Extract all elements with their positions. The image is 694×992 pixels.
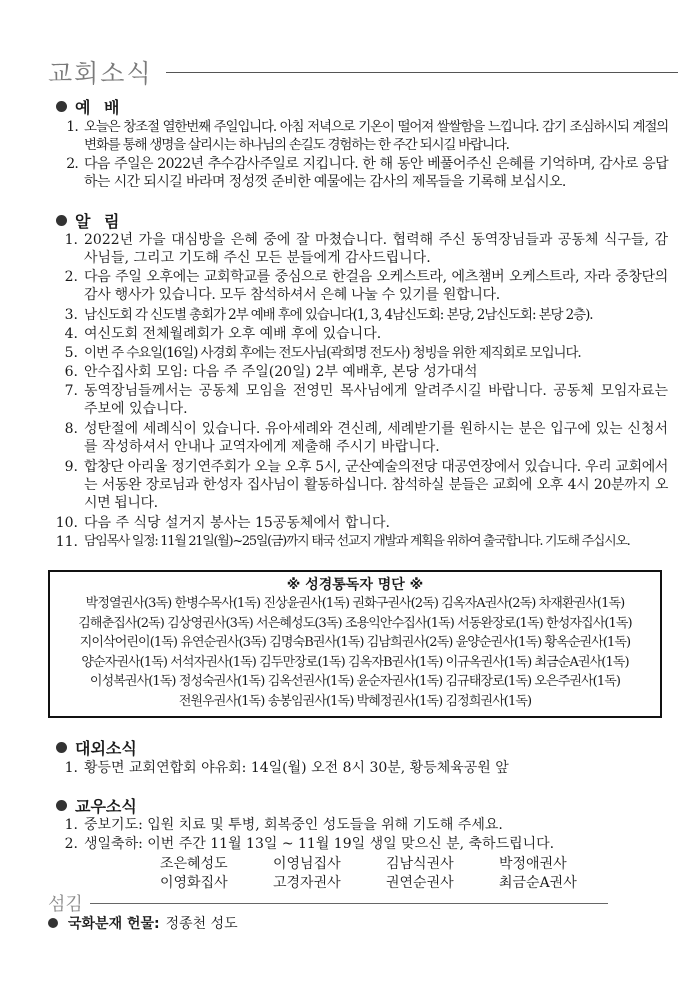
members-item-1 [48, 816, 668, 834]
worship-heading [56, 95, 123, 117]
bullet-icon [56, 800, 67, 811]
external-item-1 [48, 759, 668, 777]
worship-item-1 [48, 118, 668, 154]
item-text: 생일축하: 이번 주간 11월 13일 ~ 11월 19일 생일 맞으신 분, 축하드립니다. [84, 836, 555, 852]
item-number: 10. [55, 515, 78, 531]
item-text: 황등면 교회연합회 야유회: 14일(월) 오전 8시 30분, 황등체육공원 앞 [84, 760, 509, 776]
birthday-name: 최금순A권사 [499, 875, 577, 891]
item-text: 동역장님들께서는 공동체 모임을 전영민 목사님에게 알려주시길 바랍니다. 공동체 모임자료는 주보에 있습니다. [84, 383, 668, 417]
notice-item-9 [48, 458, 668, 512]
item-number: 1. [64, 760, 78, 776]
reader-line: 지이삭어린이(1독) 유연순권사(3독) 김명숙B권사(1독) 김남희권사(2독) 윤양순권사(1독) 황옥순권사(1독) [79, 635, 631, 650]
offering-value: 정종천 성도 [165, 916, 238, 932]
reader-line: 박정열권사(3독) 한병수목사(1독) 진상윤권사(1독) 권화구권사(2독) 김옥자A권사(2독) 차재환권사(1독) [85, 596, 625, 611]
item-number: 1. [64, 817, 78, 833]
item-text: 다음 주일 오후에는 교회학교를 중심으로 한걸음 오케스트라, 에츠챔버 오케스트라, 자라 중창단의 감사 행사가 있습니다. 모두 참석하셔서 은혜 나눌 수 있기를 원합니다. [84, 269, 668, 303]
bible-readers-box [48, 570, 662, 718]
item-number: 4. [64, 326, 78, 342]
bible-readers-title: ※ 성경통독자 명단 ※ [286, 577, 424, 593]
birthday-name: 권연순권사 [386, 875, 454, 891]
item-number: 2. [64, 269, 78, 285]
reader-line: 양순자권사(1독) 서석자권사(1독) 김두만장로(1독) 김옥자B권사(1독) 이규옥권사(1독) 최금순A권사(1독) [81, 654, 629, 670]
offering-label: 국화분재 헌물: [68, 916, 160, 932]
offering-section-title: 섬김 [48, 894, 83, 915]
worship-title: 예 배 [75, 97, 124, 117]
item-text: 2022년 가을 대심방을 은혜 중에 잘 마쳤습니다. 협력해 주신 동역장님들과 공동체 식구들, 감사님들, 그리고 기도해 주신 모든 분들에게 감사드립니다. [84, 232, 668, 266]
item-text: 중보기도: 입원 치료 및 투병, 회복중인 성도들을 위해 기도해 주세요. [84, 817, 503, 833]
members-title: 교우소식 [75, 796, 137, 816]
notice-item-1 [48, 231, 668, 267]
reader-line: 김해춘집사(2독) 김상영권사(3독) 서은혜성도(3독) 조용익안수집사(1독) 서동완장로(1독) 한성자집사(1독) [78, 615, 632, 631]
notice-item-5 [48, 344, 668, 362]
notices-heading [56, 209, 123, 231]
item-text: 다음 주일은 2022년 추수감사주일로 지킵니다. 한 해 동안 베풀어주신 은혜를 기억하며, 감사로 응답하는 시간 되시길 바라며 정성껏 준비한 예물에는 감사의 제목들을 기록해 보십시오. [84, 156, 668, 190]
header [48, 52, 678, 92]
item-text: 이번 주 수요일(16일) 사경회 후에는 전도사님(곽희명 전도사) 청빙을 위한 제직회로 모입니다. [84, 345, 581, 361]
item-text: 합창단 아리울 정기연주회가 오늘 오후 5시, 군산예술의전당 대공연장에서 있습니다. 우리 교회에서는 서동완 장로님과 한성자 집사님이 활동하십니다. 참석하실 분들은 교회에 오후 4시 20분까지 오시면 됩니다. [84, 459, 668, 511]
notice-item-4 [48, 325, 668, 343]
members-item-2 [48, 835, 668, 853]
notice-item-10 [48, 514, 668, 532]
notice-item-6 [48, 363, 668, 381]
birthday-name: 고경자권사 [273, 875, 341, 891]
birthday-name: 조은혜성도 [160, 856, 228, 872]
notice-item-8 [48, 420, 668, 456]
members-heading [56, 794, 137, 816]
notice-item-2 [48, 268, 668, 304]
item-number: 1. [64, 232, 78, 248]
item-number: 11. [55, 534, 78, 550]
item-text: 다음 주 식당 설거지 봉사는 15공동체에서 합니다. [84, 515, 390, 531]
page-title: 교회소식 [48, 59, 153, 88]
title-divider [166, 72, 678, 73]
notices-title: 알 림 [75, 211, 124, 231]
offering-divider [90, 903, 608, 904]
worship-item-2 [48, 155, 668, 191]
item-text: 여신도회 전체월례회가 오후 예배 후에 있습니다. [84, 326, 382, 342]
birthday-name: 이영화집사 [160, 875, 228, 891]
external-heading [56, 736, 137, 758]
item-number: 8. [64, 421, 78, 437]
item-text: 안수집사회 모임: 다음 주 주일(20일) 2부 예배후, 본당 성가대석 [84, 364, 478, 380]
bullet-icon [56, 101, 67, 112]
bullet-icon [56, 742, 67, 753]
item-text: 오늘은 창조절 열한번째 주일입니다. 아침 저녁으로 기온이 떨어져 쌀쌀함을 느낍니다. 감기 조심하시되 계절의 변화를 통해 생명을 살리시는 하나님의 손길도 경험하는 한 주간 되시길 바랍니다. [84, 119, 668, 153]
birthday-names-row-1 [160, 853, 612, 873]
bullet-icon [56, 215, 67, 226]
item-number: 5. [64, 345, 78, 361]
birthday-name: 김남식권사 [386, 856, 454, 872]
item-number: 1. [66, 119, 78, 135]
offering-line [48, 913, 238, 933]
offering-header [48, 894, 608, 914]
reader-line: 이성복권사(1독) 정성숙권사(1독) 김옥선권사(1독) 윤순자권사(1독) 김규태장로(1독) 오은주권사(1독) [89, 674, 621, 689]
item-text: 담임목사 일정: 11월 21일(월)~25일(금)까지 태국 선교지 개발과 계획을 위하여 출국합니다. 기도해 주십시오. [84, 534, 630, 549]
item-number: 6. [64, 364, 78, 380]
item-number: 2. [64, 836, 78, 852]
item-number: 3. [64, 307, 78, 323]
item-text: 성탄절에 세례식이 있습니다. 유아세례와 견신례, 세례받기를 원하시는 분은 입구에 있는 신청서를 작성하셔서 안내나 교역자에게 제출해 주시기 바랍니다. [84, 421, 668, 455]
notice-item-7 [48, 382, 668, 418]
reader-line: 전원우권사(1독) 송봉임권사(1독) 박혜정권사(1독) 김정희권사(1독) [178, 693, 532, 709]
item-text: 남신도회 각 신도별 총회가 2부 예배 후에 있습니다(1, 3, 4남신도회: 본당, 2남신도회: 본당 2층). [84, 307, 593, 323]
notice-item-3 [48, 306, 668, 324]
birthday-name: 박정애권사 [499, 856, 567, 872]
item-number: 7. [64, 383, 78, 399]
bullet-icon [48, 918, 58, 928]
item-number: 2. [66, 156, 78, 172]
notice-item-11 [48, 533, 668, 551]
birthday-name: 이영님집사 [273, 856, 341, 872]
birthday-names-row-2 [160, 872, 612, 892]
item-number: 9. [64, 459, 78, 475]
external-title: 대외소식 [75, 738, 137, 758]
